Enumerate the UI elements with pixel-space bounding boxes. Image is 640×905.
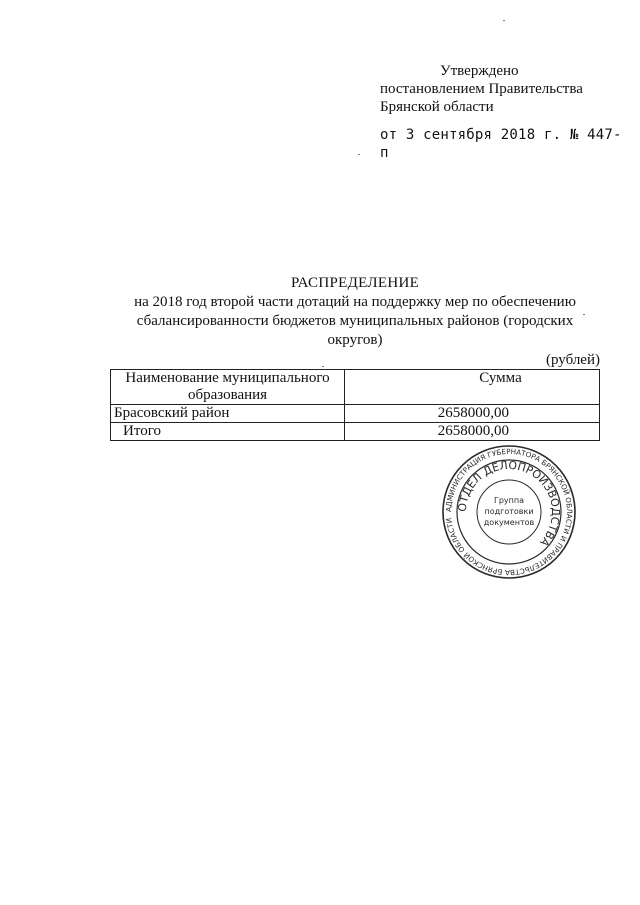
approval-line-2: Брянской области [380,99,494,115]
approval-date-number: от 3 сентября 2018 г. № 447-п [380,127,622,161]
scan-speck [583,314,585,315]
stamp-outer-text: АДМИНИСТРАЦИЯ ГУБЕРНАТОРА БРЯНСКОЙ ОБЛАСТИ И ПРАВИТЕЛЬСТВА БРЯНСКОЙ ОБЛАСТИ [443,446,575,578]
unit-label: (рублей) [545,352,600,368]
row-sum: 2658000,00 [345,405,600,423]
stamp-center-line-3: документов [483,518,535,527]
stamp-center-line-2: подготовки [484,507,534,516]
distribution-table [110,369,600,441]
title-line-2: сбалансированности бюджетов муниципальных районов (городских [136,313,574,329]
approval-line-1: постановлением Правительства [380,81,583,97]
title-line-1: на 2018 год второй части дотаций на поддержку мер по обеспечению [134,294,576,310]
title-heading: РАСПРЕДЕЛЕНИЕ [290,275,420,291]
stamp-dept-text: ОТДЕЛ ДЕЛОПРОИЗВОДСТВА [455,458,563,549]
total-label: Итого [111,423,345,441]
header-name: Наименование муниципального образования [111,370,345,405]
table-total-row [111,423,600,441]
row-name: Брасовский район [111,405,345,423]
document-title [110,274,600,350]
approval-heading: Утверждено [440,63,519,79]
title-line-3: округов) [327,332,383,348]
stamp-center-line-1: Группа [493,496,525,505]
scan-speck [503,20,505,21]
total-sum: 2658000,00 [345,423,600,441]
official-stamp [440,443,578,581]
header-sum: Сумма [345,370,600,405]
approval-block [380,62,630,162]
scan-speck [358,154,360,155]
table-row [111,405,600,423]
table-header-row [111,370,600,405]
scan-speck [322,366,324,367]
